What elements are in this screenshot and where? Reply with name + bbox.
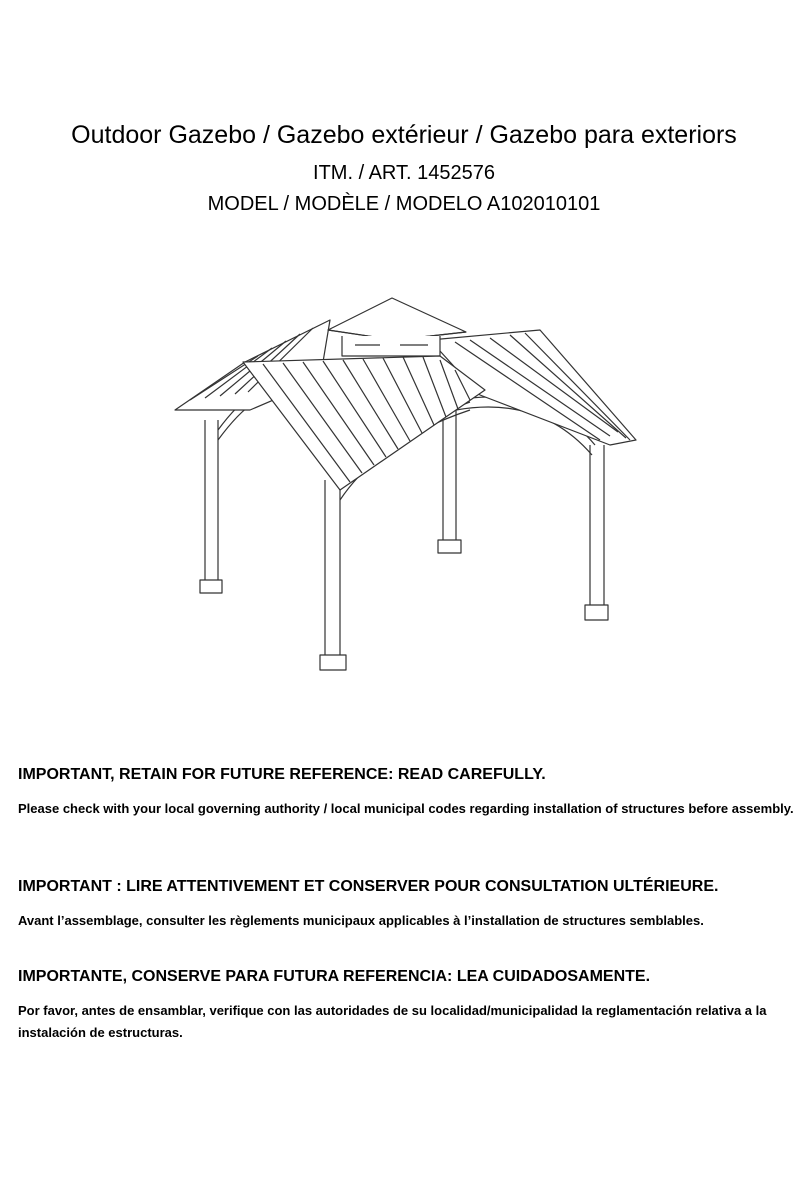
notice-french [18,876,798,932]
notice-english [18,764,798,820]
document-title: Outdoor Gazebo / Gazebo extérieur / Gazebo para exteriors [71,121,737,149]
notice-body: Please check with your local governing authority / local municipal codes regarding installation of structures before assembly. [18,801,794,816]
notice-body: Por favor, antes de ensamblar, verifique con las autoridades de su localidad/municipalidad la reglamentación relativa a la instalación de estructuras. [18,1003,767,1040]
gazebo-illustration [160,290,650,680]
model-number: MODEL / MODÈLE / MODELO A102010101 [207,193,601,215]
item-number: ITM. / ART. 1452576 [313,162,495,184]
notice-heading: IMPORTANTE, CONSERVE PARA FUTURA REFERENCIA: LEA CUIDADOSAMENTE. [18,968,651,985]
notice-body: Avant l’assemblage, consulter les règlements municipaux applicables à l’installation de structures semblables. [18,913,704,928]
notice-heading: IMPORTANT : LIRE ATTENTIVEMENT ET CONSERVER POUR CONSULTATION ULTÉRIEURE. [18,878,719,895]
notice-spanish [18,966,798,1044]
roof-front [243,356,485,490]
notice-heading: IMPORTANT, RETAIN FOR FUTURE REFERENCE: READ CAREFULLY. [18,766,546,783]
